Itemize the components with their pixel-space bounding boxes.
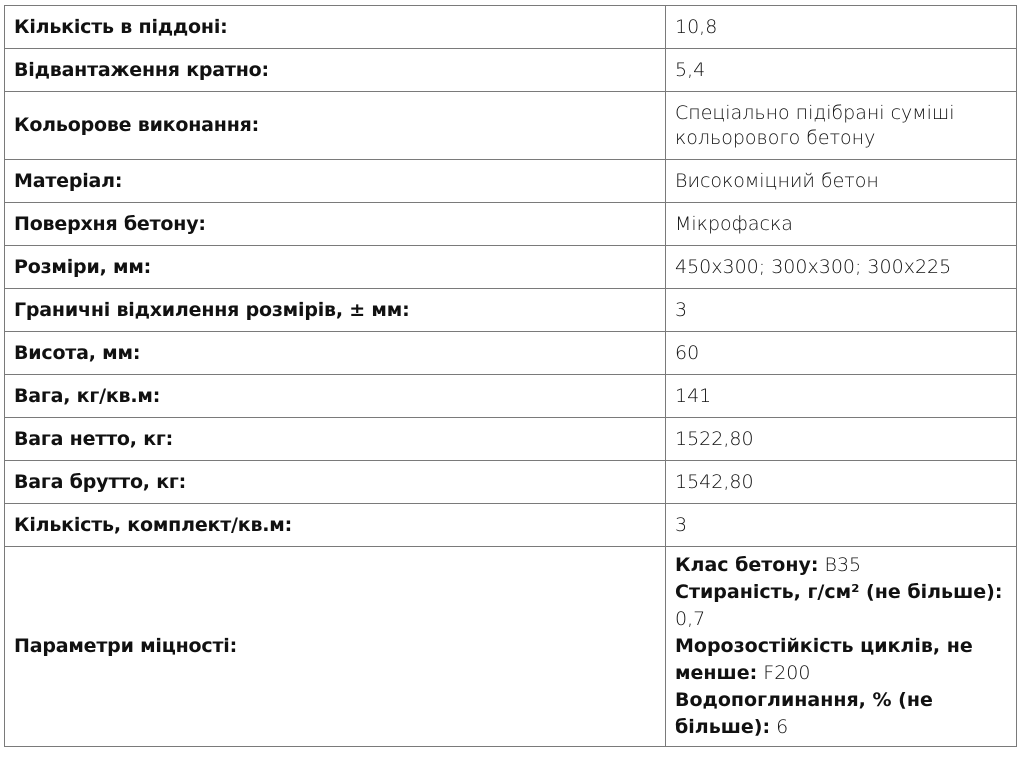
spec-label: Матеріал: (5, 160, 666, 203)
strength-water-absorption (675, 687, 1007, 741)
spec-label: Кількість, комплект/кв.м: (5, 504, 666, 547)
spec-label: Розміри, мм: (5, 246, 666, 289)
strength-item-name: Клас бетону: (675, 554, 819, 576)
strength-item-value: В35 (824, 554, 862, 576)
spec-label: Висота, мм: (5, 332, 666, 375)
spec-row-material (5, 160, 1017, 203)
spec-value: 1522,80 (666, 418, 1017, 461)
strength-abrasion (675, 579, 1007, 633)
spec-label: Поверхня бетону: (5, 203, 666, 246)
strength-item-value: 0,7 (675, 608, 706, 630)
spec-row-gross-weight (5, 461, 1017, 504)
strength-item-value: 6 (776, 716, 789, 738)
spec-value: 10,8 (666, 6, 1017, 49)
spec-value: Спеціально підібрані суміші кольорового бетону (666, 92, 1017, 160)
spec-row-shipment-multiple (5, 49, 1017, 92)
strength-values (666, 547, 1017, 747)
spec-label: Вага брутто, кг: (5, 461, 666, 504)
spec-row-tolerance (5, 289, 1017, 332)
spec-label: Вага нетто, кг: (5, 418, 666, 461)
spec-value: Мікрофаска (666, 203, 1017, 246)
spec-label: Вага, кг/кв.м: (5, 375, 666, 418)
spec-row-pallet-quantity (5, 6, 1017, 49)
spec-label: Кількість в піддоні: (5, 6, 666, 49)
spec-label: Відвантаження кратно: (5, 49, 666, 92)
spec-row-strength (5, 547, 1017, 747)
strength-item-name: Водопоглинання, % (не більше): (675, 689, 933, 738)
spec-value: 3 (666, 289, 1017, 332)
spec-value: 3 (666, 504, 1017, 547)
strength-item-name: Стиранiсть, г/см² (не більше): (675, 581, 1003, 603)
spec-value: 5,4 (666, 49, 1017, 92)
strength-concrete-class (675, 552, 1007, 579)
strength-item-name: Морозостійкість циклів, не менше: (675, 635, 973, 684)
spec-row-weight (5, 375, 1017, 418)
spec-row-color (5, 92, 1017, 160)
spec-row-net-weight (5, 418, 1017, 461)
spec-value: 141 (666, 375, 1017, 418)
spec-value: 1542,80 (666, 461, 1017, 504)
spec-row-dimensions (5, 246, 1017, 289)
spec-row-sets-per-sqm (5, 504, 1017, 547)
spec-value: 60 (666, 332, 1017, 375)
spec-label: Параметри міцності: (5, 547, 666, 747)
strength-frost-resistance (675, 633, 1007, 687)
strength-item-value: F200 (763, 662, 811, 684)
spec-row-height (5, 332, 1017, 375)
spec-row-surface (5, 203, 1017, 246)
spec-label: Кольорове виконання: (5, 92, 666, 160)
specifications-table (4, 5, 1017, 747)
spec-value: 450x300; 300x300; 300x225 (666, 246, 1017, 289)
spec-label: Граничні відхилення розмірів, ± мм: (5, 289, 666, 332)
spec-value: Високоміцний бетон (666, 160, 1017, 203)
